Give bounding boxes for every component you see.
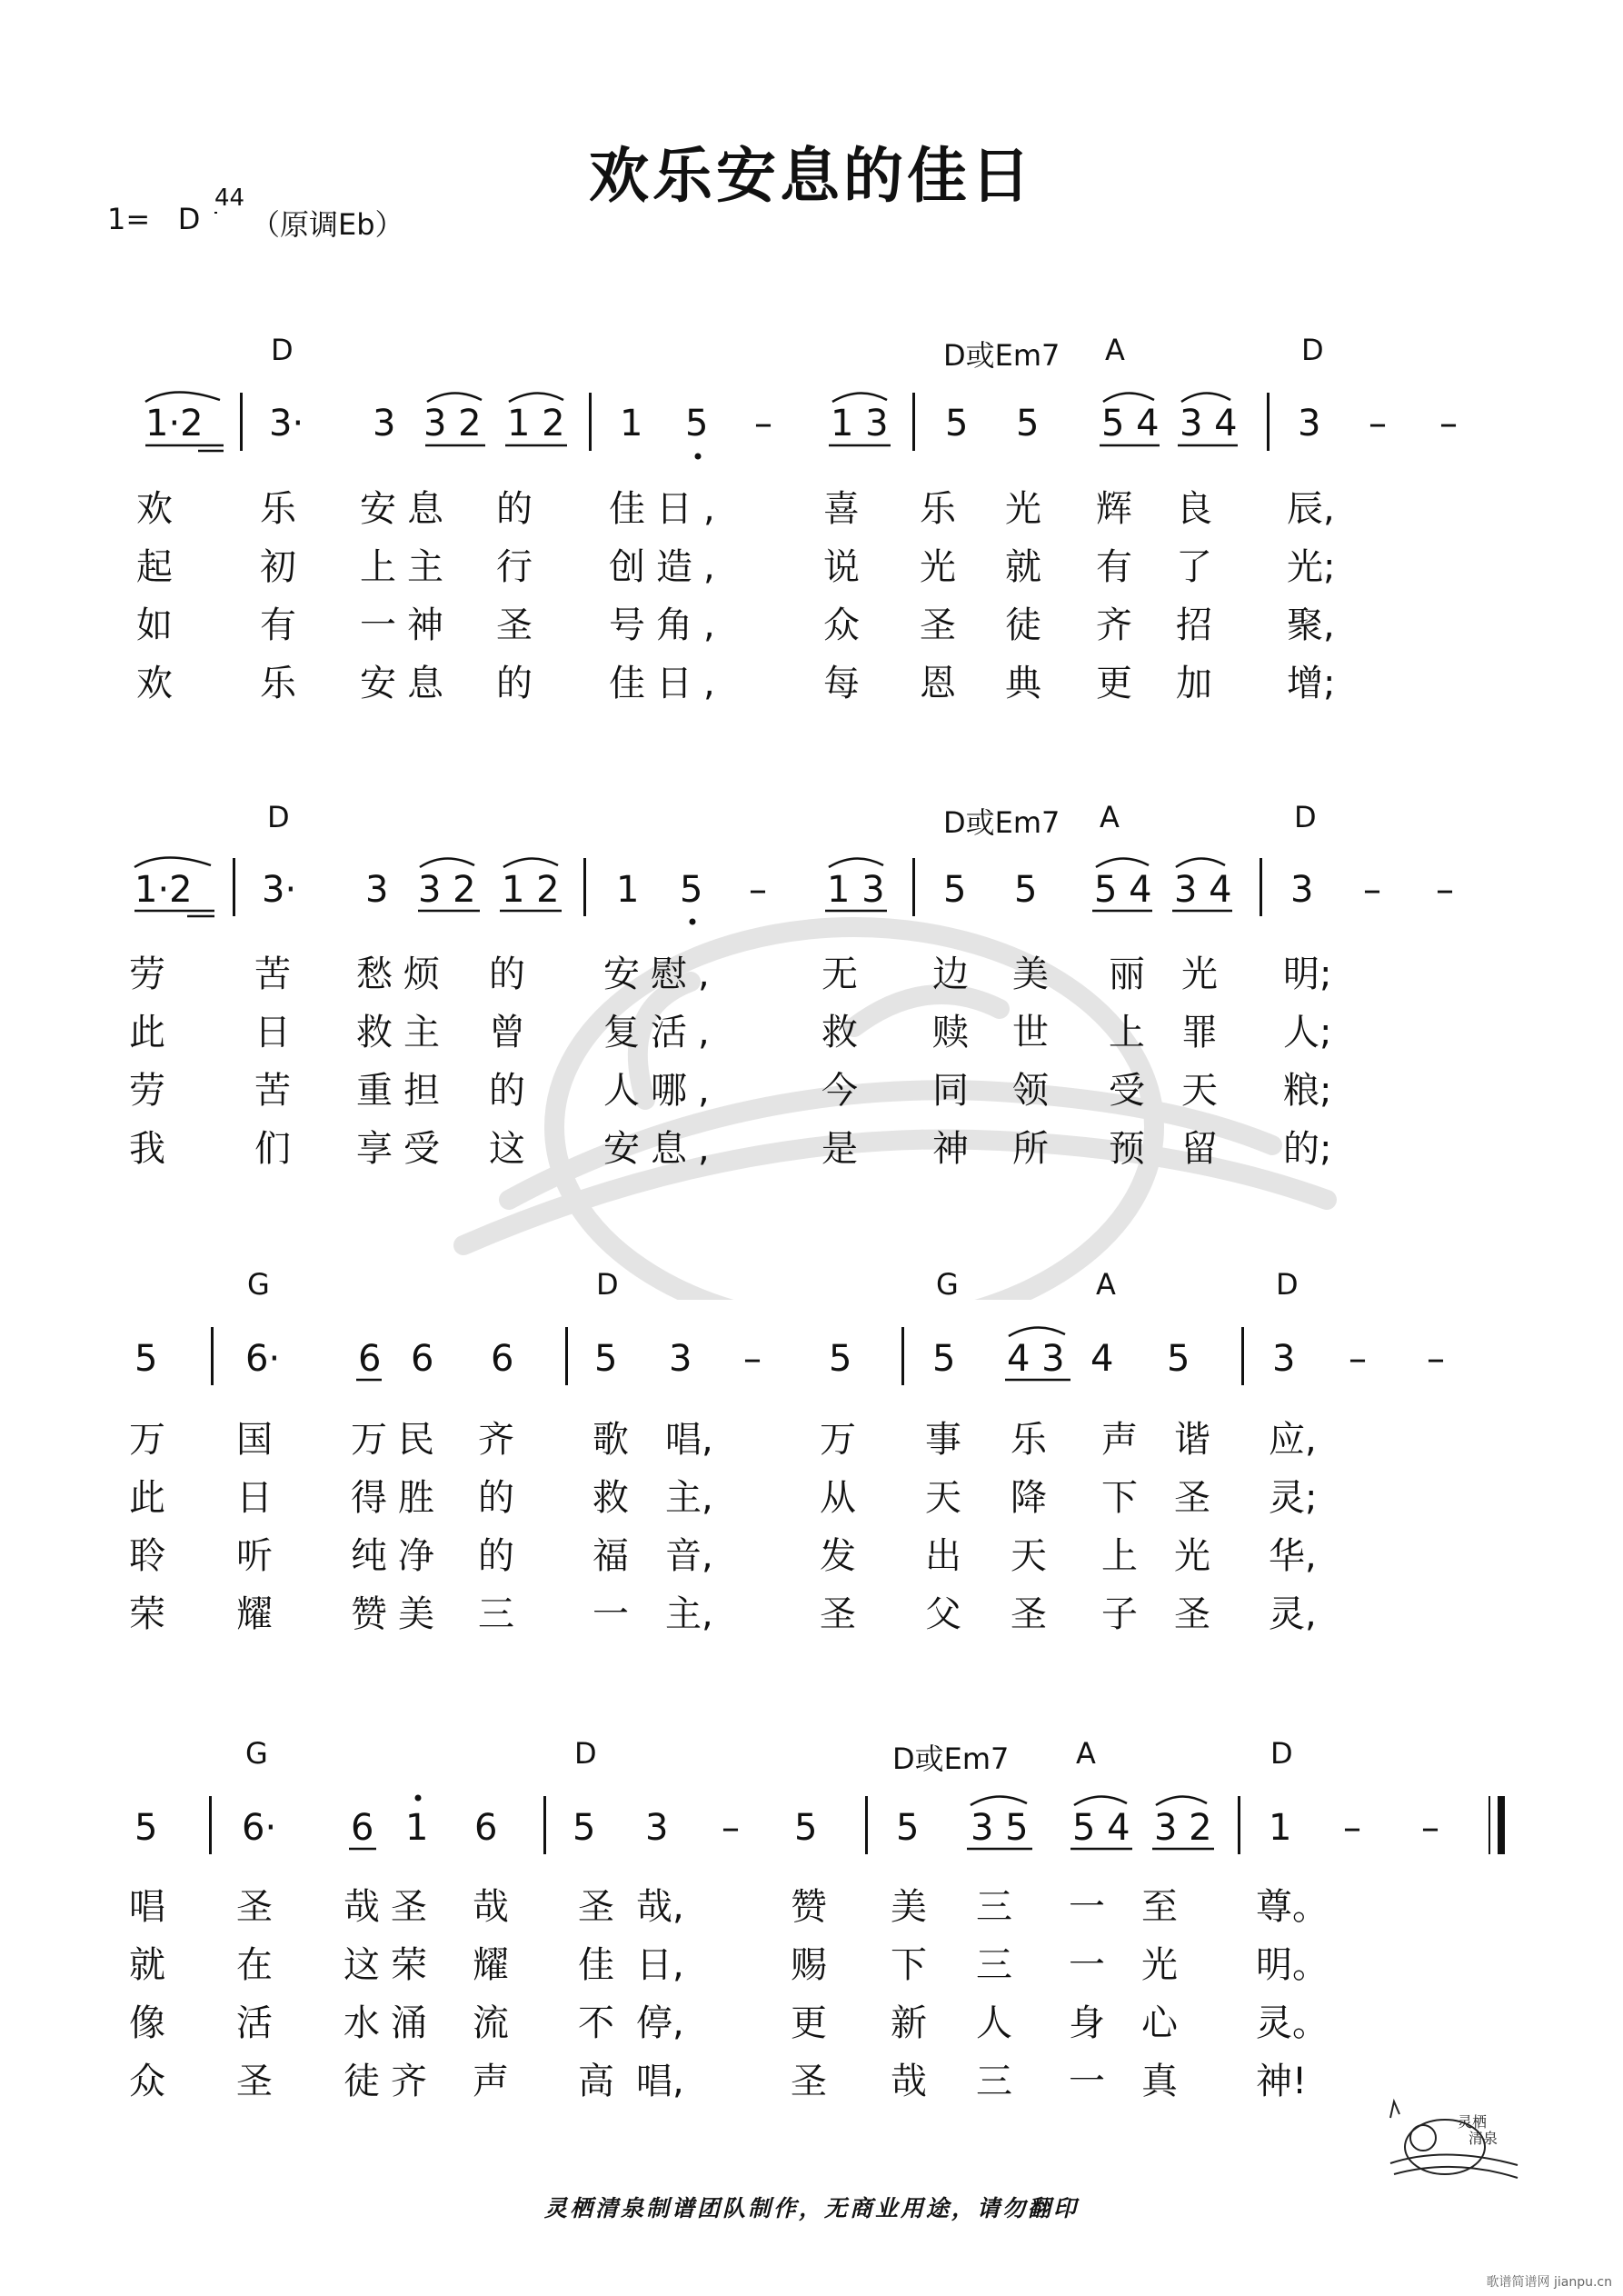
note: – [1436,869,1454,911]
note: 6· [242,1807,277,1849]
note: 4 3 [1007,1338,1065,1380]
note: 5 [945,403,969,444]
chord: A [1100,800,1120,834]
note: 5 [932,1338,956,1380]
note: 5 [134,1338,158,1380]
chord: D [1270,1736,1293,1771]
note: 5 4 [1072,1807,1130,1849]
note: 5 [943,869,967,911]
time-signature: 4 4 [214,185,245,212]
note: 1·2 [134,869,193,911]
note: 3 [669,1338,692,1380]
note: 3 2 [423,403,482,444]
note: 5 [829,1338,852,1380]
note: – [1369,403,1387,444]
chord: A [1096,1267,1116,1302]
chord: D或Em7 [943,805,1060,840]
note: – [1439,403,1458,444]
note: 3· [269,403,304,444]
note: 5 [1014,869,1038,911]
chord: G [245,1736,268,1771]
key-signature: 1= D [107,202,201,236]
chord: D [1294,800,1317,834]
note: 3 4 [1174,869,1232,911]
note: 3 [373,403,396,444]
chord: D [596,1267,619,1302]
site-watermark: 歌谱简谱网 jianpu.cn [1486,2275,1612,2290]
note: 5 [685,403,709,444]
note: 6 [491,1338,514,1380]
note: 5 [1167,1338,1190,1380]
note: 3 [365,869,389,911]
note: 3 2 [418,869,476,911]
notation-marks [0,1785,1623,1876]
note: 1 2 [502,869,560,911]
svg-text:灵栖: 灵栖 [1458,2113,1488,2131]
chord: A [1105,333,1125,367]
note: 6· [245,1338,281,1380]
note: 5 [1016,403,1040,444]
note: 3 2 [1154,1807,1212,1849]
note: 1 3 [827,869,885,911]
note: 3 [1290,869,1314,911]
note: 1·2 [145,403,204,444]
note: 3 [1272,1338,1296,1380]
note: 3· [262,869,297,911]
note: 5 [134,1807,158,1849]
note: 4 [1090,1338,1114,1380]
note: – [722,1807,740,1849]
note: 5 [594,1338,618,1380]
note: 1 [616,869,640,911]
chord: D [271,333,294,367]
chord: G [247,1267,270,1302]
note: – [1349,1338,1367,1380]
note: 6 [358,1338,382,1380]
chord: D [574,1736,597,1771]
notation-marks [0,1316,1623,1407]
sheep-logo-icon [1381,2091,1527,2191]
note: – [1343,1807,1361,1849]
note: – [743,1338,762,1380]
footer-note: 灵栖清泉制谱团队制作，无商业用途，请勿翻印 [543,2195,1079,2221]
note: 5 [680,869,703,911]
note: – [1363,869,1381,911]
note: 3 [1298,403,1321,444]
original-key: （原调Eb） [251,207,404,242]
notation-marks [0,382,1623,473]
note: 6 [411,1338,434,1380]
chord: G [936,1267,959,1302]
note: 5 [573,1807,596,1849]
note: 1 [620,403,643,444]
chord: D [1301,333,1324,367]
note: – [1427,1338,1445,1380]
note: – [754,403,772,444]
note: 1 [1269,1807,1292,1849]
note: – [1421,1807,1439,1849]
note: 3 4 [1180,403,1238,444]
chord: D [267,800,290,834]
notation-marks [0,847,1623,938]
note: 5 [896,1807,920,1849]
note: 3 5 [971,1807,1029,1849]
note: 6 [474,1807,498,1849]
chord: D或Em7 [943,338,1060,373]
note: – [749,869,767,911]
chord: D [1276,1267,1299,1302]
note: 5 [794,1807,818,1849]
page-title: 欢乐安息的佳日 [589,141,1034,211]
note: 1 3 [831,403,889,444]
svg-text:清泉: 清泉 [1469,2130,1499,2147]
chord: A [1076,1736,1096,1771]
note: 3 [645,1807,669,1849]
note: 1 [405,1807,429,1849]
note: 1 2 [507,403,565,444]
chord: D或Em7 [892,1742,1010,1776]
note: 5 4 [1101,403,1160,444]
note: 5 4 [1094,869,1152,911]
note: 6 [351,1807,374,1849]
